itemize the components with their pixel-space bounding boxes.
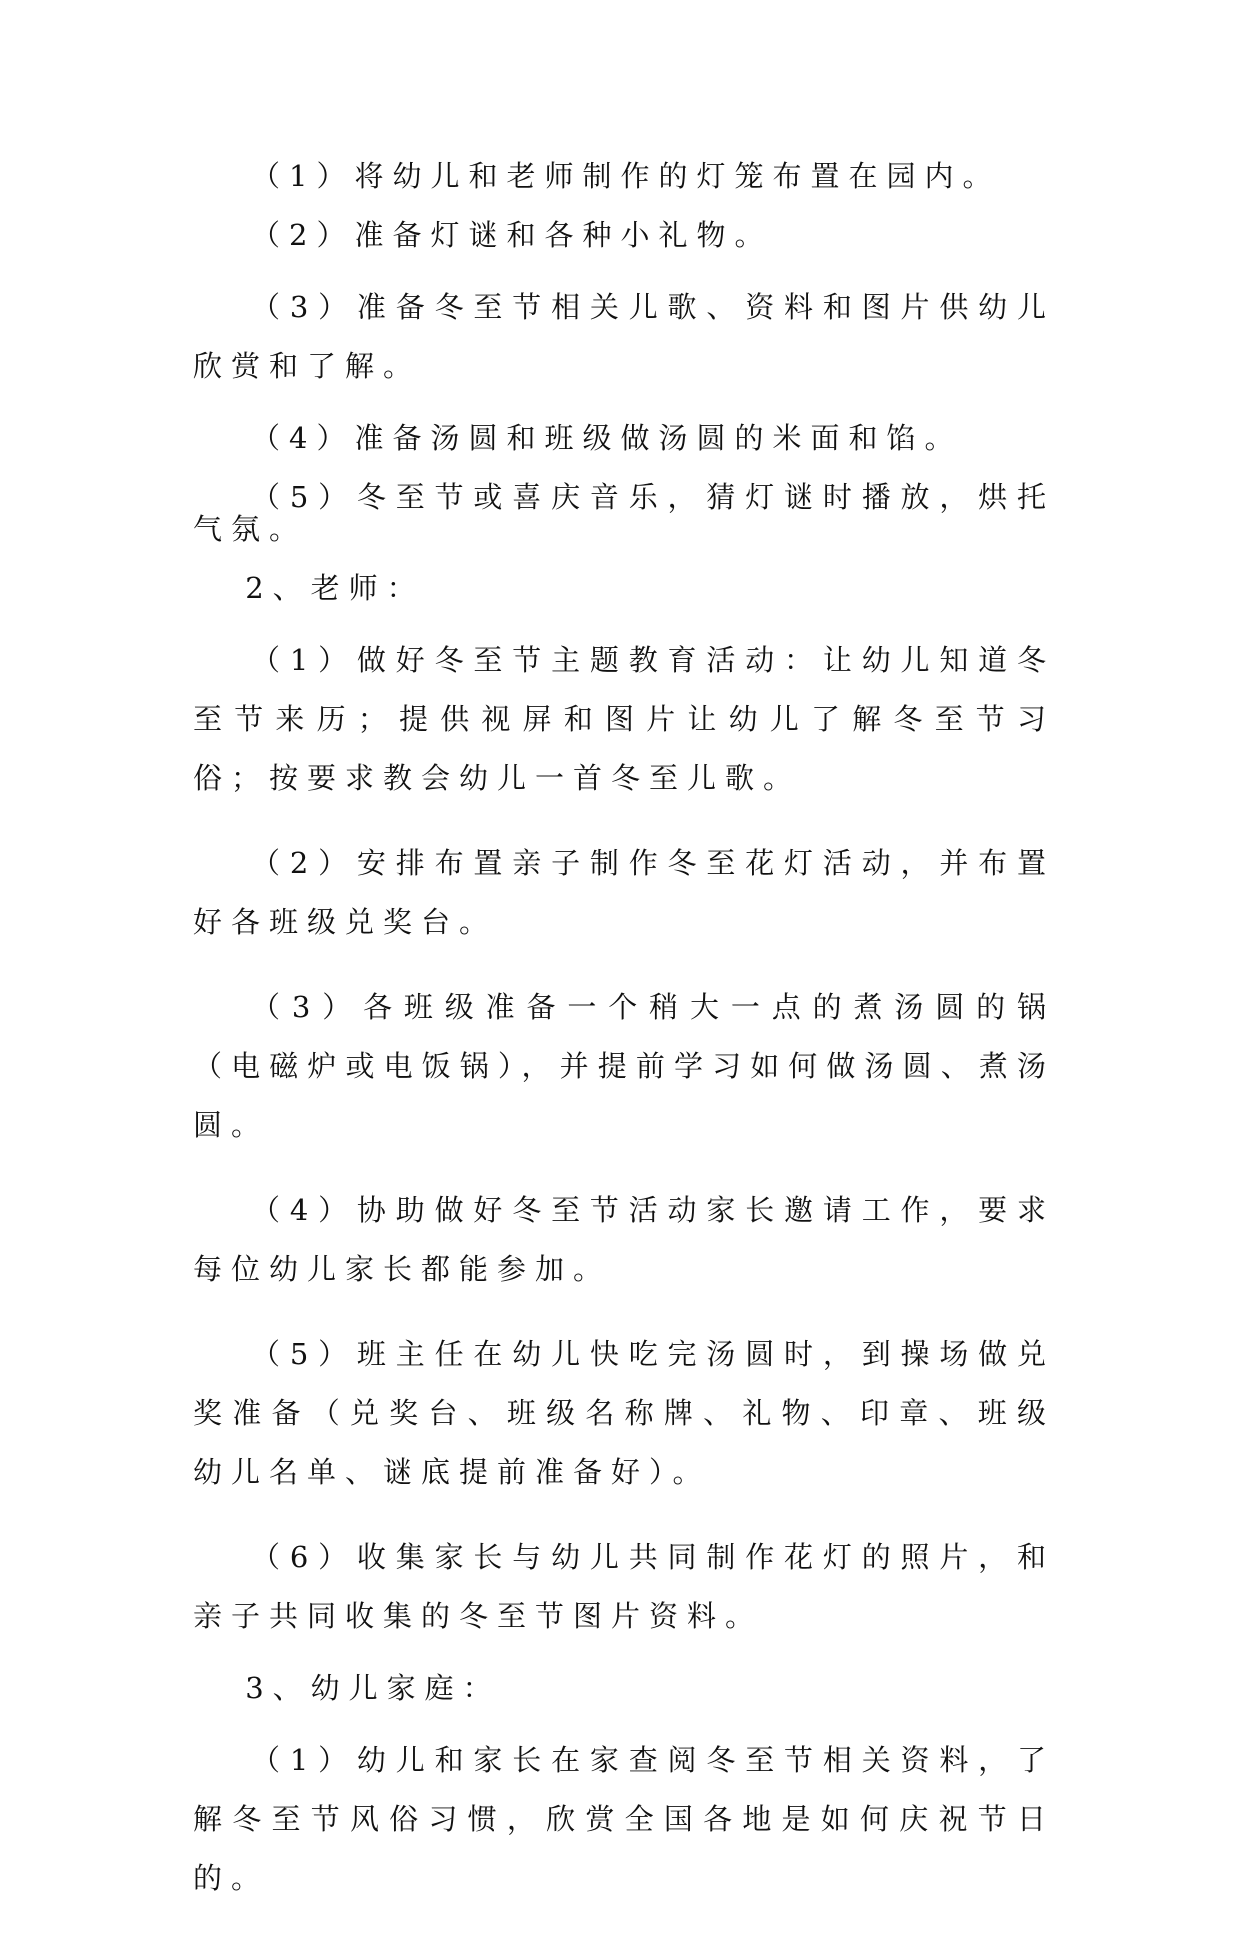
section-heading-teacher: 2、老师：: [245, 571, 425, 605]
paragraph-family-1: （1）幼儿和家长在家查阅冬至节相关资料，了解冬至节风俗习惯，欣赏全国各地是如何庆祝节日的。: [193, 1743, 1055, 1895]
paragraph-teacher-3: （3）各班级准备一个稍大一点的煮汤圆的锅（电磁炉或电饭锅），并提前学习如何做汤圆、煮汤圆。: [193, 990, 1055, 1142]
paragraph-prep-5: （5）冬至节或喜庆音乐，猜灯谜时播放，烘托气氛。: [193, 480, 1055, 546]
paragraph-prep-4: （4）准备汤圆和班级做汤圆的米面和馅。: [251, 421, 963, 455]
section-heading-family: 3、幼儿家庭：: [245, 1671, 501, 1705]
document-body: [193, 160, 1055, 1934]
paragraph-teacher-5: （5）班主任在幼儿快吃完汤圆时，到操场做兑奖准备（兑奖台、班级名称牌、礼物、印章、班级幼儿名单、谜底提前准备好）。: [193, 1337, 1055, 1489]
paragraph-prep-3: （3）准备冬至节相关儿歌、资料和图片供幼儿欣赏和了解。: [193, 290, 1055, 383]
paragraph-teacher-6: （6）收集家长与幼儿共同制作花灯的照片，和亲子共同收集的冬至节图片资料。: [193, 1540, 1055, 1633]
paragraph-teacher-4: （4）协助做好冬至节活动家长邀请工作，要求每位幼儿家长都能参加。: [193, 1193, 1055, 1286]
paragraph-prep-2: （2）准备灯谜和各种小礼物。: [251, 218, 773, 252]
paragraph-prep-1: （1）将幼儿和老师制作的灯笼布置在园内。: [251, 159, 1001, 193]
paragraph-teacher-2: （2）安排布置亲子制作冬至花灯活动，并布置好各班级兑奖台。: [193, 846, 1055, 939]
paragraph-teacher-1: （1）做好冬至节主题教育活动：让幼儿知道冬至节来历；提供视屏和图片让幼儿了解冬至节习俗；按要求教会幼儿一首冬至儿歌。: [193, 643, 1055, 795]
